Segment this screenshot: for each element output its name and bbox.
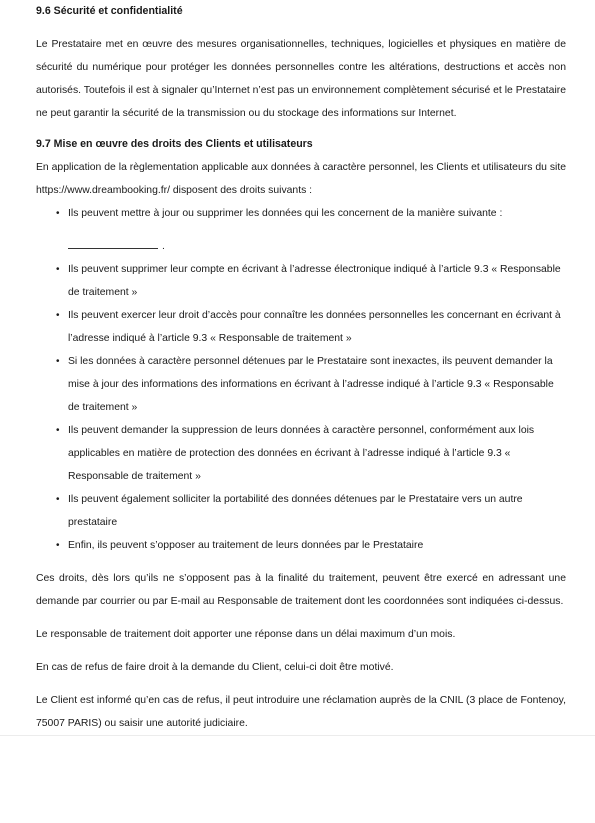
response-delay-paragraph: Le responsable de traitement doit apporter une réponse dans un délai maximum d’un mois. (36, 629, 456, 640)
right-text: Enfin, ils peuvent s’opposer au traitement de leurs données par le Prestataire (68, 540, 424, 551)
cnil-complaint-paragraph: Le Client est informé qu’en cas de refus, il peut introduire une réclamation auprès de la CNIL (3 place de Fontenoy, 75007 PARIS) ou saisir une autorité judiciaire. (36, 695, 566, 729)
bullet-icon: • (56, 264, 60, 275)
blank-underline (68, 238, 158, 249)
bullet-icon: • (56, 356, 60, 367)
blank-suffix: . (162, 241, 165, 252)
right-text: Ils peuvent également solliciter la portabilité des données détenues par le Prestataire vers un autre prestataire (68, 494, 523, 528)
refusal-motivation-paragraph: En cas de refus de faire droit à la demande du Client, celui-ci doit être motivé. (36, 662, 394, 673)
list-item (36, 534, 566, 557)
bullet-icon: • (56, 494, 60, 505)
bullet-icon: • (56, 310, 60, 321)
bullet-icon: • (56, 208, 60, 219)
list-item (36, 304, 566, 350)
right-text: Ils peuvent demander la suppression de leurs données à caractère personnel, conformément aux lois applicables en matière de protection des données en écrivant à l’adresse indiqué à l’article 9.3 « Responsable de traitement » (68, 425, 535, 482)
list-item (36, 202, 566, 258)
bullet-icon: • (56, 425, 60, 436)
right-text: Ils peuvent exercer leur droit d’accès pour connaître les données personnelles les concernant en écrivant à l’adresse indiqué à l’article 9.3 « Responsable de traitement » (68, 310, 561, 344)
section-heading-9-6: 9.6 Sécurité et confidentialité (36, 5, 183, 17)
list-item (36, 488, 566, 534)
right-text: Si les données à caractère personnel détenues par le Prestataire sont inexactes, ils peuvent demander la mise à jour des informations des informations en écrivant à l’adresse indiqué à l’article 9.3 « Responsable de traitement » (68, 356, 554, 413)
rights-exercise-paragraph: Ces droits, dès lors qu’ils ne s’opposent pas à la finalité du traitement, peuvent être exercé en adressant une demande par courrier ou par E-mail au Responsable de traitement dont les coordonnées sont indiquées ci-dessus. (36, 573, 566, 607)
document-content (36, 0, 566, 735)
section-heading-9-7: 9.7 Mise en œuvre des droits des Clients et utilisateurs (36, 138, 313, 150)
list-item (36, 350, 566, 419)
list-item (36, 419, 566, 488)
right-text: Ils peuvent mettre à jour ou supprimer les données qui les concernent de la manière suivante : (68, 208, 503, 219)
section-9-6-body: Le Prestataire met en œuvre des mesures organisationnelles, techniques, logicielles et physiques en matière de sécurité du numérique pour protéger les données personnelles contre les altérations, destructions et accès non autorisés. Toutefois il est à signaler qu’Internet n’est pas un environnement complètement sécurisé et le Prestataire ne peut garantir la sécurité de la transmission ou du stockage des informations sur Internet. (36, 39, 566, 119)
right-text: Ils peuvent supprimer leur compte en écrivant à l’adresse électronique indiqué à l’article 9.3 « Responsable de traitement » (68, 264, 561, 298)
page-bottom-margin (0, 735, 595, 823)
bullet-icon: • (56, 540, 60, 551)
rights-list (36, 202, 566, 557)
list-item (36, 258, 566, 304)
section-9-7-intro: En application de la règlementation applicable aux données à caractère personnel, les Clients et utilisateurs du site https://www.dreambooking.fr/ disposent des droits suivants : (36, 162, 566, 196)
blank-fill-line (68, 235, 566, 258)
